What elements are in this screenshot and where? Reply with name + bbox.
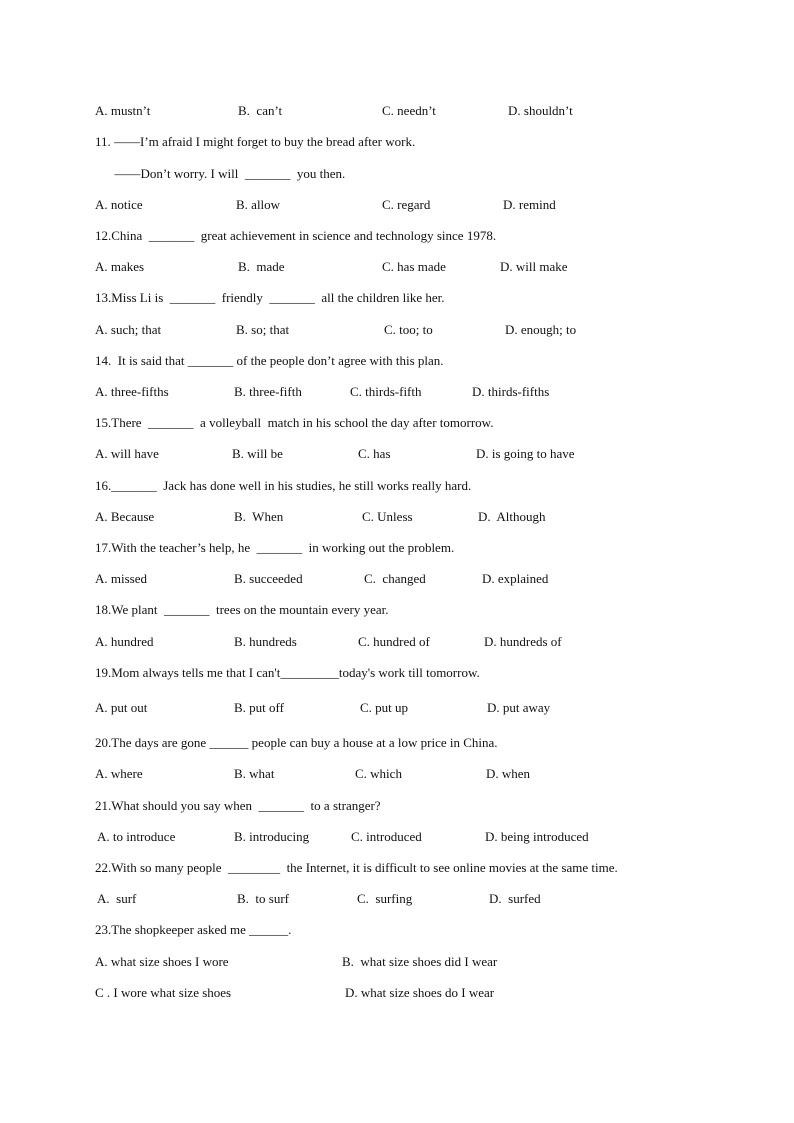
answer-options	[0, 985, 794, 1001]
answer-option: B. three-fifth	[234, 384, 302, 399]
answer-option: C. has	[358, 446, 391, 461]
answer-option: C. put up	[360, 700, 409, 715]
answer-option: D. being introduced	[485, 829, 589, 844]
answer-option: C. has made	[382, 259, 446, 274]
answer-option: D. will make	[500, 259, 568, 274]
answer-option: D. when	[486, 766, 531, 781]
answer-option: B. so; that	[236, 322, 290, 337]
answer-option: B. succeeded	[234, 571, 303, 586]
answer-option: A. what size shoes I wore	[95, 954, 229, 969]
question-text: 16._______ Jack has done well in his studies, he still works really hard.	[95, 478, 472, 493]
answer-options	[0, 446, 794, 462]
answer-option: D. enough; to	[505, 322, 577, 337]
answer-options	[0, 766, 794, 782]
answer-options	[0, 103, 794, 119]
answer-option: B. introducing	[234, 829, 310, 844]
answer-option: C. introduced	[351, 829, 422, 844]
answer-options	[0, 891, 794, 907]
question-text: 14. It is said that _______ of the people don’t agree with this plan.	[95, 353, 444, 368]
answer-options	[0, 954, 794, 970]
answer-options	[0, 259, 794, 275]
question-text: 20.The days are gone ______ people can buy a house at a low price in China.	[95, 735, 498, 750]
answer-option: C . I wore what size shoes	[95, 985, 232, 1000]
answer-option: A. notice	[95, 197, 143, 212]
answer-option: A. put out	[95, 700, 148, 715]
question-text: 15.There _______ a volleyball match in his school the day after tomorrow.	[95, 415, 494, 430]
answer-option: B. When	[234, 509, 284, 524]
answer-option: B. what	[234, 766, 275, 781]
answer-options	[0, 571, 794, 587]
answer-option: A. missed	[95, 571, 147, 586]
answer-option: C. too; to	[384, 322, 433, 337]
answer-option: A. surf	[97, 891, 137, 906]
answer-option: C. regard	[382, 197, 431, 212]
answer-option: D. what size shoes do I wear	[345, 985, 495, 1000]
answer-options	[0, 384, 794, 400]
answer-option: B. to surf	[237, 891, 289, 906]
answer-option: D. explained	[482, 571, 549, 586]
answer-option: D. put away	[487, 700, 551, 715]
answer-option: C. hundred of	[358, 634, 430, 649]
answer-option: C. changed	[364, 571, 426, 586]
question-text: 11. ——I’m afraid I might forget to buy the bread after work.	[95, 134, 416, 149]
answer-option: C. needn’t	[382, 103, 436, 118]
answer-option: D. shouldn’t	[508, 103, 573, 118]
question-text: 17.With the teacher’s help, he _______ in working out the problem.	[95, 540, 455, 555]
answer-option: A. will have	[95, 446, 159, 461]
answer-options	[0, 197, 794, 213]
answer-options	[0, 634, 794, 650]
answer-option: C. surfing	[357, 891, 413, 906]
answer-option: D. hundreds of	[484, 634, 562, 649]
question-text: 23.The shopkeeper asked me ______.	[95, 922, 292, 937]
answer-option: B. what size shoes did I wear	[342, 954, 498, 969]
question-text: 18.We plant _______ trees on the mountain every year.	[95, 602, 389, 617]
answer-option: A. Because	[95, 509, 155, 524]
question-text: 21.What should you say when _______ to a stranger?	[95, 798, 381, 813]
answer-option: C. Unless	[362, 509, 413, 524]
question-text: ——Don’t worry. I will _______ you then.	[95, 166, 346, 181]
answer-option: A. three-fifths	[95, 384, 169, 399]
answer-option: A. makes	[95, 259, 145, 274]
answer-options	[0, 322, 794, 338]
answer-option: B. put off	[234, 700, 284, 715]
answer-option: D. Although	[478, 509, 546, 524]
answer-option: A. such; that	[95, 322, 162, 337]
answer-option: B. hundreds	[234, 634, 297, 649]
answer-option: A. to introduce	[97, 829, 176, 844]
answer-option: A. where	[95, 766, 143, 781]
answer-option: C. which	[355, 766, 402, 781]
answer-option: A. hundred	[95, 634, 154, 649]
answer-option: D. remind	[503, 197, 556, 212]
question-text: 19.Mom always tells me that I can't_________today's work till tomorrow.	[95, 665, 480, 680]
answer-option: B. allow	[236, 197, 281, 212]
answer-option: D. thirds-fifths	[472, 384, 550, 399]
answer-option: B. made	[238, 259, 285, 274]
answer-option: D. surfed	[489, 891, 541, 906]
answer-options	[0, 509, 794, 525]
question-text: 13.Miss Li is _______ friendly _______ all the children like her.	[95, 290, 445, 305]
question-text: 12.China _______ great achievement in science and technology since 1978.	[95, 228, 497, 243]
answer-option: B. will be	[232, 446, 283, 461]
answer-options	[0, 829, 794, 845]
question-text: 22.With so many people ________ the Internet, it is difficult to see online movies at the same time.	[95, 860, 618, 875]
answer-option: B. can’t	[238, 103, 283, 118]
answer-option: A. mustn’t	[95, 103, 151, 118]
answer-options	[0, 700, 794, 716]
answer-option: D. is going to have	[476, 446, 575, 461]
answer-option: C. thirds-fifth	[350, 384, 422, 399]
